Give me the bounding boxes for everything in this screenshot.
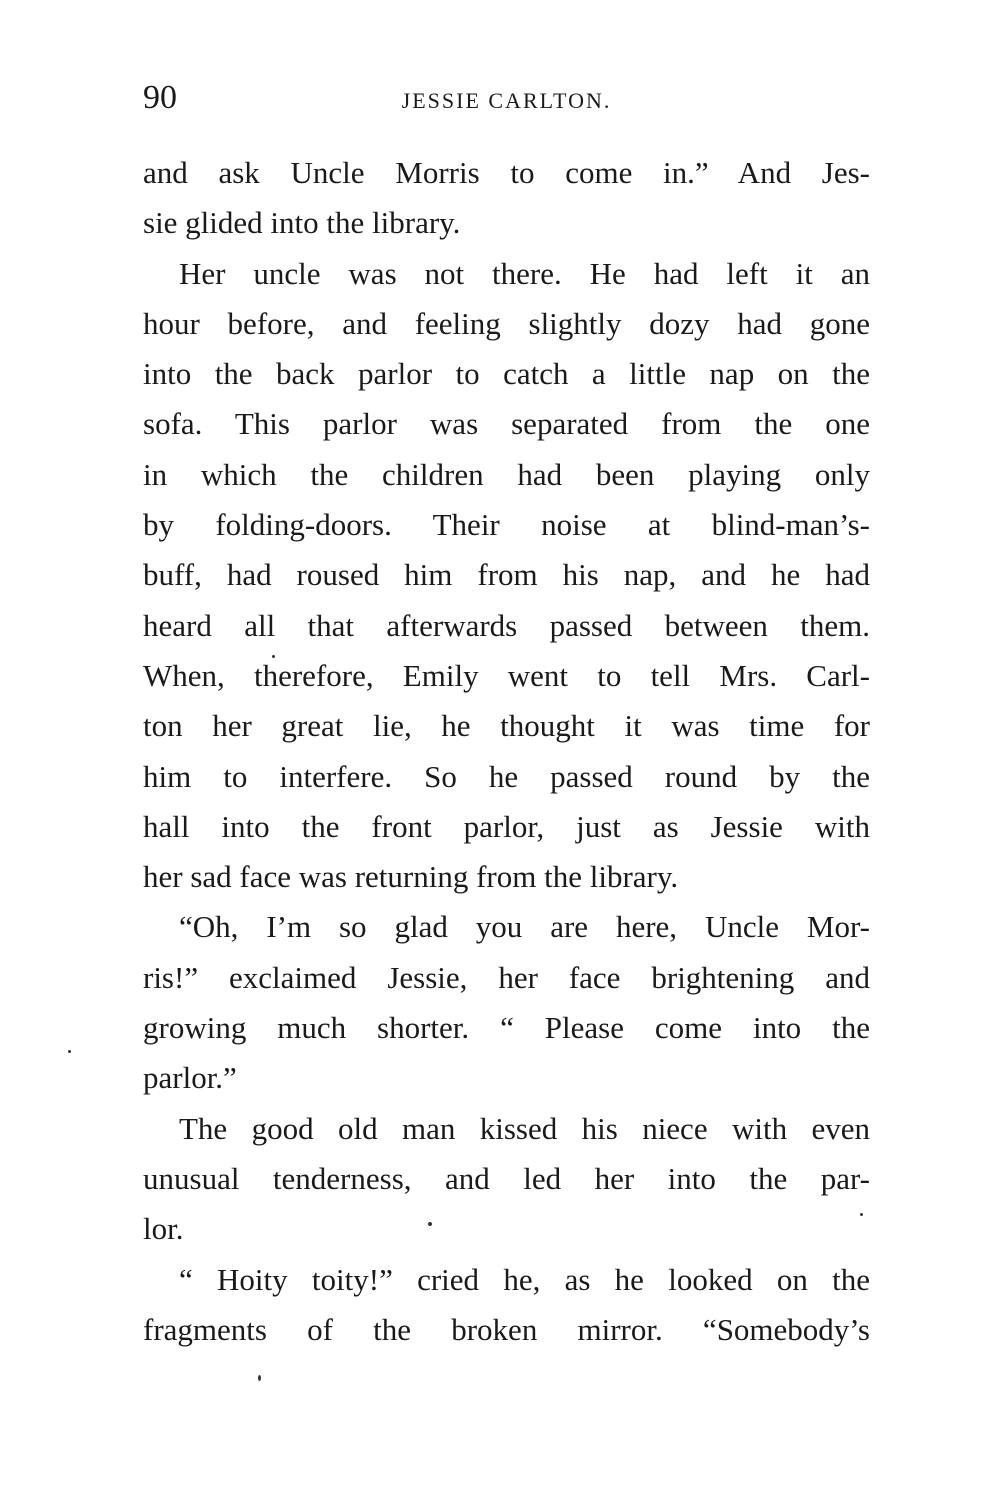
text-line: him to interfere. So he passed round by the bbox=[143, 758, 870, 794]
running-title: JESSIE CARLTON. bbox=[401, 88, 612, 113]
text-line: ris!” exclaimed Jessie, her face brightening and bbox=[143, 959, 870, 995]
page-number: 90 bbox=[143, 79, 177, 116]
scan-speck bbox=[428, 1222, 432, 1226]
text-line: heard all that afterwards passed between them. bbox=[143, 607, 870, 643]
body-text bbox=[143, 148, 870, 1355]
text-line: When, therefore, Emily went to tell Mrs. Carl- bbox=[143, 657, 870, 693]
text-line: and ask Uncle Morris to come in.” And Jes- bbox=[143, 155, 870, 190]
text-line: her sad face was returning from the library. bbox=[143, 859, 679, 895]
text-line: sie glided into the library. bbox=[143, 205, 461, 241]
text-line: “ Hoity toity!” cried he, as he looked on the bbox=[179, 1261, 870, 1297]
scan-speck bbox=[860, 1213, 863, 1216]
text-line: growing much shorter. “ Please come into the bbox=[143, 1010, 870, 1046]
text-line: The good old man kissed his niece with even bbox=[179, 1110, 870, 1146]
text-line: “Oh, I’m so glad you are here, Uncle Mor- bbox=[179, 909, 870, 945]
text-line: fragments of the broken mirror. “Somebody’s bbox=[143, 1311, 870, 1347]
text-line: by folding-doors. Their noise at blind-man’s- bbox=[143, 507, 870, 543]
scan-speck bbox=[258, 1375, 261, 1381]
scan-speck bbox=[68, 1050, 71, 1053]
text-line: lor. bbox=[143, 1211, 184, 1247]
text-line: in which the children had been playing only bbox=[143, 456, 870, 492]
text-line: Her uncle was not there. He had left it an bbox=[179, 255, 870, 291]
text-line: buff, had roused him from his nap, and he had bbox=[143, 557, 870, 593]
text-line: hall into the front parlor, just as Jessie with bbox=[143, 808, 870, 844]
text-line: sofa. This parlor was separated from the one bbox=[143, 406, 870, 442]
text-line: parlor.” bbox=[143, 1060, 237, 1096]
scan-speck bbox=[272, 655, 275, 658]
text-line: hour before, and feeling slightly dozy had gone bbox=[143, 305, 870, 341]
text-line: unusual tenderness, and led her into the par- bbox=[143, 1160, 870, 1196]
text-line: into the back parlor to catch a little nap on the bbox=[143, 356, 870, 392]
text-line: ton her great lie, he thought it was time for bbox=[143, 708, 870, 744]
page-header bbox=[143, 78, 870, 128]
